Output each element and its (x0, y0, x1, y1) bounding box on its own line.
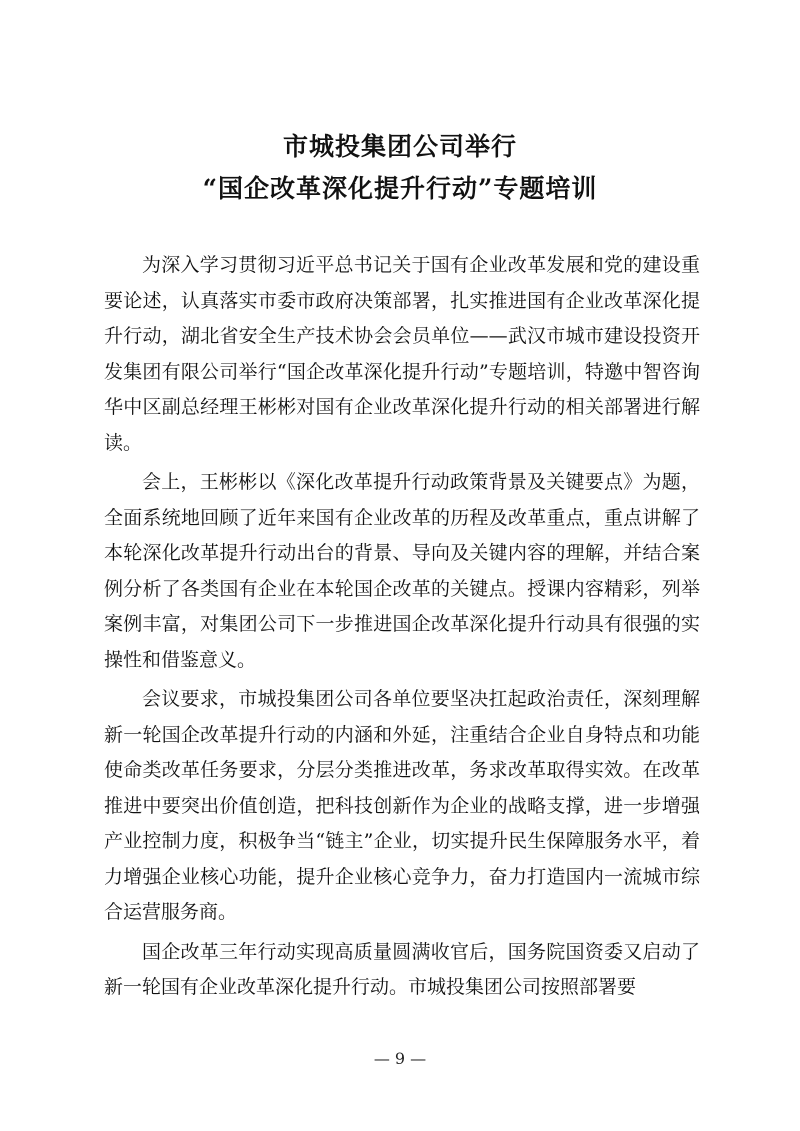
body-paragraph: 会议要求，市城投集团公司各单位要坚决扛起政治责任，深刻理解新一轮国企改革提升行动的内涵和外延，注重结合企业自身特点和功能使命类改革任务要求，分层分类推进改革，务求改革取得实效。在改革推进中要突出价值创造，把科技创新作为企业的战略支撑，进一步增强产业控制力度，积极争当“链主”企业，切实提升民生保障服务水平，着力增强企业核心功能，提升企业核心竞争力，奋力打造国内一流城市综合运营服务商。 (104, 688, 700, 923)
document-body (104, 248, 700, 1010)
document-title-line-1: 市城投集团公司举行 (282, 132, 517, 161)
body-paragraph: 为深入学习贯彻习近平总书记关于国有企业改革发展和党的建设重要论述，认真落实市委市政府决策部署，扎实推进国有企业改革深化提升行动，湖北省安全生产技术协会会员单位——武汉市城市建设投资开发集团有限公司举行“国企改革深化提升行动”专题培训，特邀中智咨询华中区副总经理王彬彬对国有企业改革深化提升行动的相关部署进行解读。 (104, 254, 700, 454)
body-paragraph: 会上，王彬彬以《深化改革提升行动政策背景及关键要点》为题，全面系统地回顾了近年来国有企业改革的历程及改革重点，重点讲解了本轮深化改革提升行动出台的背景、导向及关键内容的理解，并结合案例分析了各类国有企业在本轮国企改革的关键点。授课内容精彩，列举案例丰富，对集团公司下一步推进国企改革深化提升行动具有很强的实操性和借鉴意义。 (104, 471, 700, 671)
body-paragraph: 国企改革三年行动实现高质量圆满收官后，国务院国资委又启动了新一轮国有企业改革深化提升行动。市城投集团公司按照部署要 (104, 940, 700, 998)
page-number: — 9 — (373, 1049, 427, 1068)
document-title-line-2: “国企改革深化提升行动”专题培训 (202, 174, 598, 203)
